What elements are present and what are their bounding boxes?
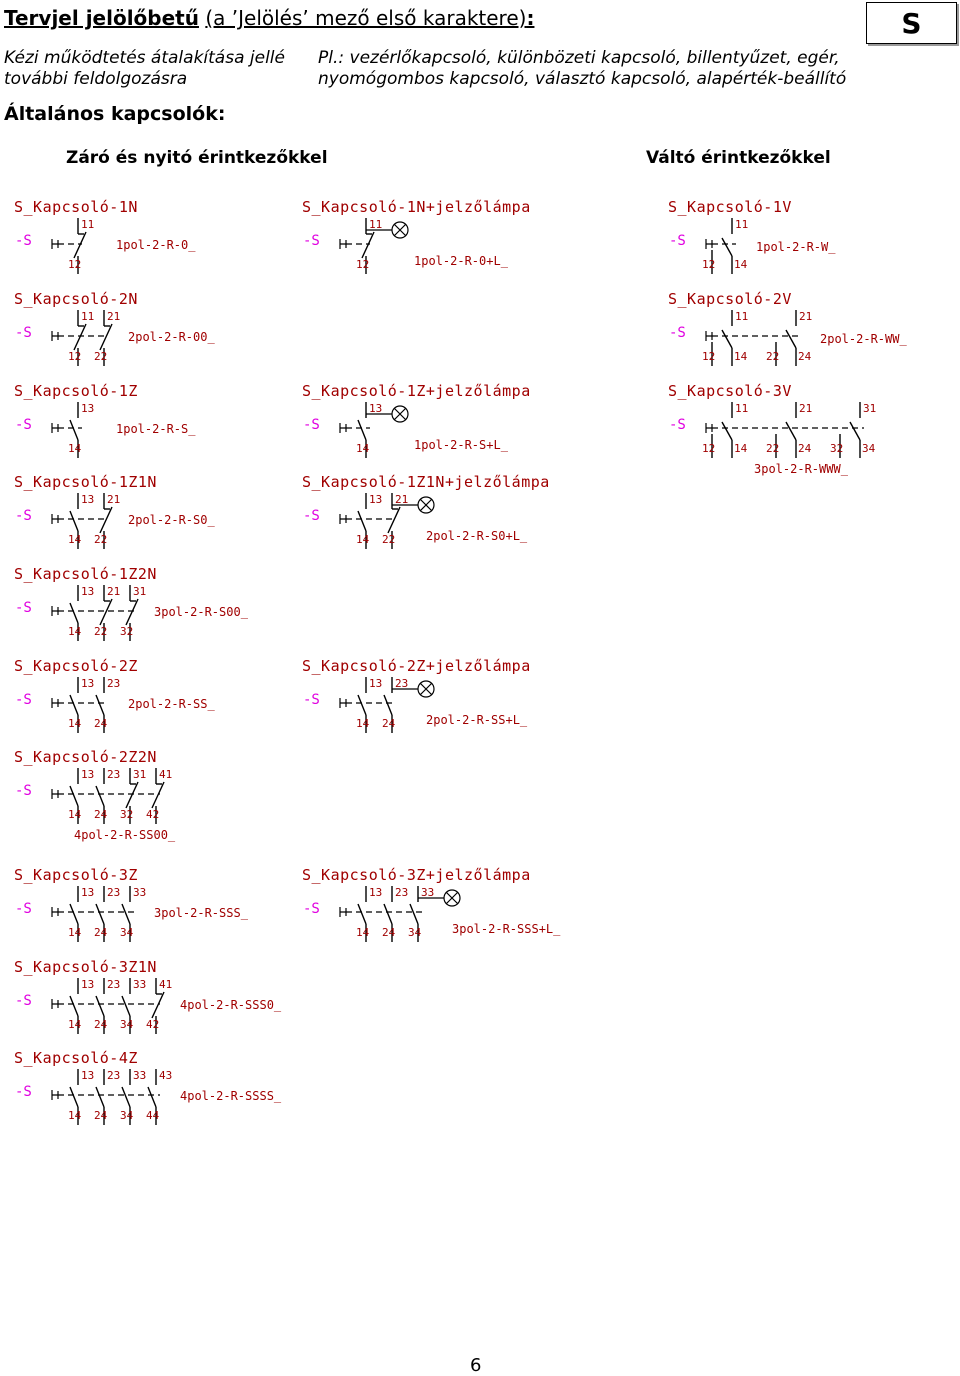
pin-number: 22 bbox=[766, 442, 780, 455]
pin-number: 12 bbox=[702, 258, 716, 271]
pin-number: 41 bbox=[159, 768, 173, 781]
title-main: Tervjel jelölőbetű bbox=[4, 6, 199, 30]
pin-number: 31 bbox=[863, 402, 877, 415]
symbol-s2v bbox=[668, 290, 960, 370]
symbol-name: S_Kapcsoló-1Z2N bbox=[14, 565, 157, 583]
pin-number: 33 bbox=[133, 1069, 147, 1082]
device-tag: -S bbox=[15, 600, 32, 616]
pin-number: 21 bbox=[107, 310, 121, 323]
pin-number: 32 bbox=[120, 625, 134, 638]
pin-number: 14 bbox=[356, 442, 370, 455]
pin-number: 24 bbox=[94, 1109, 108, 1122]
symbol-code: 2pol-2-R-00_ bbox=[128, 330, 215, 344]
device-tag: -S bbox=[15, 325, 32, 341]
symbol-s1z2n bbox=[14, 565, 314, 645]
section-title: Általános kapcsolók: bbox=[4, 103, 226, 125]
device-tag: -S bbox=[303, 692, 320, 708]
pin-number: 24 bbox=[382, 717, 396, 730]
pin-number: 14 bbox=[68, 926, 82, 939]
symbol-code: 3pol-2-R-S00_ bbox=[154, 605, 248, 619]
pin-number: 12 bbox=[702, 350, 716, 363]
pin-number: 12 bbox=[68, 350, 82, 363]
symbol-code: 3pol-2-R-SSS_ bbox=[154, 906, 248, 920]
pin-number: 14 bbox=[68, 1018, 82, 1031]
device-tag: -S bbox=[303, 508, 320, 524]
symbol-s2z2n bbox=[14, 748, 314, 842]
symbol-s1zl bbox=[302, 382, 602, 462]
pin-number: 21 bbox=[799, 402, 813, 415]
symbol-s1nl bbox=[302, 198, 602, 278]
symbol-s2zl bbox=[302, 657, 602, 737]
pin-number: 13 bbox=[369, 677, 383, 690]
pin-number: 13 bbox=[81, 1069, 95, 1082]
pin-number: 22 bbox=[94, 350, 108, 363]
symbol-s2n bbox=[14, 290, 314, 370]
pin-number: 13 bbox=[369, 493, 383, 506]
symbol-name: S_Kapcsoló-2Z2N bbox=[14, 748, 157, 766]
pin-number: 42 bbox=[146, 808, 160, 821]
symbol-name: S_Kapcsoló-1Z1N bbox=[14, 473, 157, 491]
symbol-code: 1pol-2-R-S+L_ bbox=[414, 438, 508, 452]
symbol-code: 3pol-2-R-WWW_ bbox=[754, 462, 848, 476]
column-heading-right: Váltó érintkezőkkel bbox=[646, 148, 831, 168]
symbol-name: S_Kapcsoló-1Z bbox=[14, 382, 138, 400]
symbol-name: S_Kapcsoló-2Z+jelzőlámpa bbox=[302, 657, 531, 675]
pin-number: 44 bbox=[146, 1109, 160, 1122]
pin-number: 23 bbox=[107, 978, 121, 991]
page-number: 6 bbox=[470, 1355, 482, 1376]
symbol-name: S_Kapcsoló-3Z bbox=[14, 866, 138, 884]
pin-number: 34 bbox=[120, 926, 134, 939]
symbol-name: S_Kapcsoló-4Z bbox=[14, 1049, 138, 1067]
symbol-code: 2pol-2-R-S0+L_ bbox=[426, 529, 528, 543]
pin-number: 21 bbox=[107, 493, 121, 506]
pin-number: 22 bbox=[766, 350, 780, 363]
pin-number: 24 bbox=[94, 926, 108, 939]
symbol-name: S_Kapcsoló-2N bbox=[14, 290, 138, 308]
pin-number: 23 bbox=[395, 677, 409, 690]
contact-drawing bbox=[302, 884, 602, 946]
device-tag: -S bbox=[15, 233, 32, 249]
contact-drawing bbox=[302, 675, 602, 737]
device-tag: -S bbox=[669, 417, 686, 433]
symbol-name: S_Kapcsoló-1V bbox=[668, 198, 792, 216]
device-tag: -S bbox=[15, 692, 32, 708]
symbol-name: S_Kapcsoló-1N+jelzőlámpa bbox=[302, 198, 531, 216]
pin-number: 13 bbox=[81, 402, 95, 415]
device-tag: -S bbox=[15, 508, 32, 524]
pin-number: 14 bbox=[68, 533, 82, 546]
pin-number: 14 bbox=[734, 350, 748, 363]
pin-number: 42 bbox=[146, 1018, 160, 1031]
symbol-code: 1pol-2-R-0+L_ bbox=[414, 254, 508, 268]
pin-number: 23 bbox=[107, 768, 121, 781]
symbol-s1v bbox=[668, 198, 960, 278]
device-tag: -S bbox=[669, 233, 686, 249]
device-tag: -S bbox=[303, 233, 320, 249]
symbol-code: 2pol-2-R-SS+L_ bbox=[426, 713, 528, 727]
symbol-name: S_Kapcsoló-3Z1N bbox=[14, 958, 157, 976]
symbol-s1z1nl bbox=[302, 473, 602, 553]
pin-number: 34 bbox=[120, 1109, 134, 1122]
pin-number: 23 bbox=[107, 1069, 121, 1082]
symbol-s4z bbox=[14, 1049, 314, 1129]
symbol-name: S_Kapcsoló-3Z+jelzőlámpa bbox=[302, 866, 531, 884]
pin-number: 23 bbox=[395, 886, 409, 899]
symbol-name: S_Kapcsoló-1Z1N+jelzőlámpa bbox=[302, 473, 550, 491]
pin-number: 31 bbox=[133, 768, 147, 781]
pin-number: 41 bbox=[159, 978, 173, 991]
pin-number: 13 bbox=[81, 585, 95, 598]
pin-number: 13 bbox=[81, 677, 95, 690]
pin-number: 13 bbox=[81, 768, 95, 781]
pin-number: 14 bbox=[356, 926, 370, 939]
pin-number: 11 bbox=[735, 310, 749, 323]
symbol-name: S_Kapcsoló-3V bbox=[668, 382, 792, 400]
pin-number: 24 bbox=[382, 926, 396, 939]
pin-number: 32 bbox=[120, 808, 134, 821]
pin-number: 11 bbox=[735, 218, 749, 231]
symbol-code: 3pol-2-R-SSS+L_ bbox=[452, 922, 561, 936]
symbol-code: 1pol-2-R-W_ bbox=[756, 240, 836, 254]
left-description: Kézi működtetés átalakítása jellé további feldolgozásra bbox=[4, 48, 285, 89]
pin-number: 14 bbox=[356, 717, 370, 730]
contact-drawing bbox=[302, 216, 602, 278]
title-paren: (a ’Jelölés’ mező első karaktere) bbox=[205, 6, 527, 30]
pin-number: 12 bbox=[702, 442, 716, 455]
pin-number: 23 bbox=[107, 886, 121, 899]
pin-number: 14 bbox=[734, 258, 748, 271]
pin-number: 43 bbox=[159, 1069, 173, 1082]
contact-drawing bbox=[302, 491, 602, 553]
symbol-s3z1n bbox=[14, 958, 314, 1038]
pin-number: 21 bbox=[799, 310, 813, 323]
device-tag: -S bbox=[15, 1084, 32, 1100]
symbol-code: 2pol-2-R-S0_ bbox=[128, 513, 215, 527]
pin-number: 11 bbox=[81, 218, 95, 231]
pin-number: 31 bbox=[133, 585, 147, 598]
pin-number: 11 bbox=[81, 310, 95, 323]
pin-number: 14 bbox=[356, 533, 370, 546]
pin-number: 22 bbox=[94, 625, 108, 638]
pin-number: 33 bbox=[133, 886, 147, 899]
pin-number: 33 bbox=[133, 978, 147, 991]
pin-number: 14 bbox=[68, 1109, 82, 1122]
pin-number: 34 bbox=[120, 1018, 134, 1031]
symbol-s3v bbox=[668, 382, 960, 476]
device-tag: -S bbox=[303, 417, 320, 433]
column-heading-left: Záró és nyitó érintkezőkkel bbox=[66, 148, 328, 168]
pin-number: 24 bbox=[94, 1018, 108, 1031]
device-tag: -S bbox=[15, 783, 32, 799]
device-tag: -S bbox=[15, 993, 32, 1009]
symbol-s1z bbox=[14, 382, 314, 462]
symbol-s1z1n bbox=[14, 473, 314, 553]
symbol-code: 1pol-2-R-0_ bbox=[116, 238, 196, 252]
contact-drawing bbox=[302, 400, 602, 462]
pin-number: 13 bbox=[369, 402, 383, 415]
pin-number: 14 bbox=[68, 808, 82, 821]
symbol-s3zl bbox=[302, 866, 602, 946]
symbol-name: S_Kapcsoló-2V bbox=[668, 290, 792, 308]
pin-number: 14 bbox=[68, 717, 82, 730]
pin-number: 12 bbox=[356, 258, 370, 271]
title-colon: : bbox=[526, 6, 535, 30]
pin-number: 11 bbox=[735, 402, 749, 415]
pin-number: 24 bbox=[94, 717, 108, 730]
pin-number: 22 bbox=[382, 533, 396, 546]
device-tag: -S bbox=[669, 325, 686, 341]
pin-number: 13 bbox=[81, 493, 95, 506]
symbol-name: S_Kapcsoló-2Z bbox=[14, 657, 138, 675]
pin-number: 23 bbox=[107, 677, 121, 690]
letter-box: S bbox=[866, 2, 957, 44]
symbol-name: S_Kapcsoló-1Z+jelzőlámpa bbox=[302, 382, 531, 400]
pin-number: 13 bbox=[81, 886, 95, 899]
pin-number: 22 bbox=[94, 533, 108, 546]
symbol-s3z bbox=[14, 866, 314, 946]
pin-number: 33 bbox=[421, 886, 435, 899]
symbol-code: 1pol-2-R-S_ bbox=[116, 422, 196, 436]
symbol-s2z bbox=[14, 657, 314, 737]
symbol-name: S_Kapcsoló-1N bbox=[14, 198, 138, 216]
pin-number: 14 bbox=[68, 625, 82, 638]
symbol-code: 4pol-2-R-SS00_ bbox=[74, 828, 176, 842]
pin-number: 12 bbox=[68, 258, 82, 271]
pin-number: 34 bbox=[408, 926, 422, 939]
pin-number: 24 bbox=[798, 442, 812, 455]
pin-number: 14 bbox=[734, 442, 748, 455]
pin-number: 34 bbox=[862, 442, 876, 455]
pin-number: 32 bbox=[830, 442, 844, 455]
symbol-s1n bbox=[14, 198, 314, 278]
symbol-code: 4pol-2-R-SSS0_ bbox=[180, 998, 282, 1012]
symbol-code: 2pol-2-R-SS_ bbox=[128, 697, 215, 711]
device-tag: -S bbox=[15, 901, 32, 917]
pin-number: 11 bbox=[369, 218, 383, 231]
page-header-title bbox=[4, 6, 534, 30]
pin-number: 24 bbox=[94, 808, 108, 821]
right-description: Pl.: vezérlőkapcsoló, különbözeti kapcsoló, billentyűzet, egér, nyomógombos kapcsoló, választó kapcsoló, alapérték-beállító bbox=[318, 48, 847, 89]
pin-number: 24 bbox=[798, 350, 812, 363]
pin-number: 14 bbox=[68, 442, 82, 455]
symbol-code: 4pol-2-R-SSSS_ bbox=[180, 1089, 282, 1103]
symbol-code: 2pol-2-R-WW_ bbox=[820, 332, 907, 346]
device-tag: -S bbox=[15, 417, 32, 433]
device-tag: -S bbox=[303, 901, 320, 917]
pin-number: 13 bbox=[369, 886, 383, 899]
pin-number: 21 bbox=[395, 493, 409, 506]
pin-number: 21 bbox=[107, 585, 121, 598]
pin-number: 13 bbox=[81, 978, 95, 991]
